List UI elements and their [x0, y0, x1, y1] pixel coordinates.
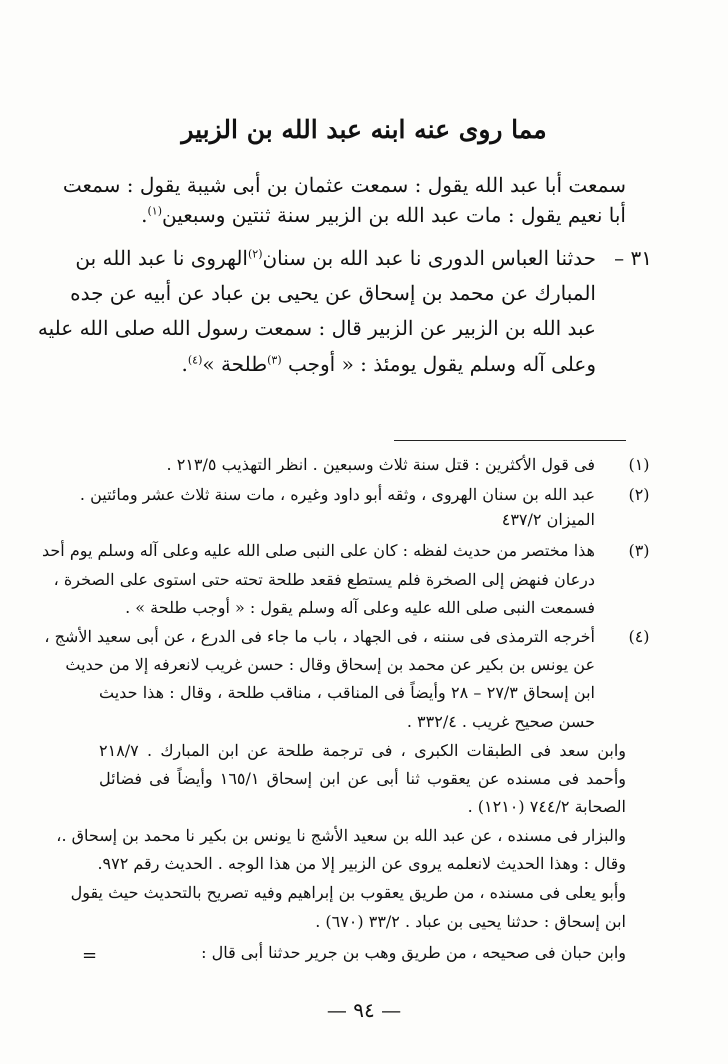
footnote-2-line-2: الميزان ٤٣٧/٢: [501, 510, 595, 529]
footnote-4-line-6: وأحمد فى مسنده عن يعقوب ثنا أبى عن ابن إسحاق ١٦٥/١ وأيضاً فى فضائل: [99, 769, 626, 788]
footnote-ref-1: (١): [147, 204, 163, 218]
footnote-3-line-2: درعان فنهض إلى الصخرة فلم يستطع فقعد طلحة تحته حتى استوى على الصخرة ،: [53, 570, 595, 589]
main-line-5: عبد الله بن الزبير عن الزبير قال : سمعت رسول الله صلى الله عليه: [37, 316, 596, 340]
hadith-number: ٣١ –: [614, 246, 652, 270]
footnote-3-line-3: فسمعت النبى صلى الله عليه وعلى آله وسلم يقول : « أوجب طلحة » .: [125, 598, 595, 617]
footnote-4-line-3: ابن إسحاق ٢٧/٣ – ٢٨ وأيضاً فى المناقب ، مناقب طلحة ، وقال : هذا حديث: [99, 683, 595, 702]
footnote-4-line-2: عن يونس بن بكير عن محمد بن إسحاق وقال : حسن غريب لانعرفه إلا من حديث: [65, 655, 595, 674]
footnote-number-3: (٣): [628, 541, 650, 560]
footnote-number-4: (٤): [628, 627, 650, 646]
section-heading: مما روى عنه ابنه عبد الله بن الزبير: [181, 115, 547, 144]
page-number: — ٩٤ —: [326, 998, 402, 1022]
footnote-3-line-1: هذا مختصر من حديث لفظه : كان على النبى صلى الله عليه وعلى آله وسلم يوم أحد: [42, 541, 595, 560]
footnote-4-line-10: وأبو يعلى فى مسنده ، من طريق يعقوب بن إبراهيم وفيه تصريح بالتحديث حيث يقول: [70, 883, 626, 902]
main-line-6: وعلى آله وسلم يقول يومئذ : « أوجب $^{(٣)}$طلحة »$^{(٤)}$.: [181, 352, 596, 376]
footnote-separator: [394, 440, 626, 441]
footnote-4-line-12: وابن حبان فى صحيحه ، من طريق وهب بن جرير حدثنا أبى قال :: [201, 943, 626, 962]
footnote-2-line-1: عبد الله بن سنان الهروى ، وثقه أبو داود وغيره ، مات سنة ثلاث عشر ومائتين .: [79, 485, 595, 504]
continuation-mark: =: [82, 945, 98, 966]
footnote-4-line-5: وابن سعد فى الطبقات الكبرى ، فى ترجمة طلحة عن ابن المبارك . ٢١٨/٧: [99, 741, 626, 760]
footnote-ref-2: (٢): [247, 247, 263, 261]
footnote-4-line-1: أخرجه الترمذى فى سننه ، فى الجهاد ، باب ما جاء فى الدرع ، عن أبى سعيد الأشج ،: [44, 627, 595, 646]
footnote-1-line-1: فى قول الأكثرين : قتل سنة ثلاث وسبعين . انظر التهذيب ٢١٣/٥ .: [166, 455, 595, 474]
footnote-number-2: (٢): [628, 485, 650, 504]
main-line-3: حدثنا العباس الدورى نا عبد الله بن سنان$^{(٢)}$الهروى نا عبد الله بن: [75, 246, 596, 270]
main-line-4: المبارك عن محمد بن إسحاق عن يحيى بن عباد عن أبيه عن جده: [70, 281, 596, 305]
main-line-2: أبا نعيم يقول : مات عبد الله بن الزبير سنة ثنتين وسبعين$^{(١)}$.: [141, 203, 626, 227]
footnote-ref-3: (٣): [267, 353, 282, 367]
footnote-4-line-8: والبزار فى مسنده ، عن عبد الله بن سعيد الأشج نا يونس بن بكير نا محمد بن إسحاق .،: [56, 826, 626, 845]
footnote-4-line-7: الصحابة ٧٤٤/٢ (١٢١٠) .: [467, 797, 626, 816]
footnote-4-line-9: وقال : وهذا الحديث لانعلمه يروى عن الزبير إلا من هذا الوجه . الحديث رقم ٩٧٢.: [97, 854, 626, 873]
footnote-4-line-11: ابن إسحاق : حدثنا يحيى بن عباد . ٣٣/٢ (٦٧٠) .: [315, 912, 626, 931]
footnote-ref-4: (٤): [187, 353, 203, 367]
main-line-1: سمعت أبا عبد الله يقول : سمعت عثمان بن أبى شيبة يقول : سمعت: [62, 173, 626, 197]
footnote-number-1: (١): [628, 455, 650, 474]
footnote-4-line-4: حسن صحيح غريب . ٣٣٢/٤ .: [406, 712, 595, 731]
